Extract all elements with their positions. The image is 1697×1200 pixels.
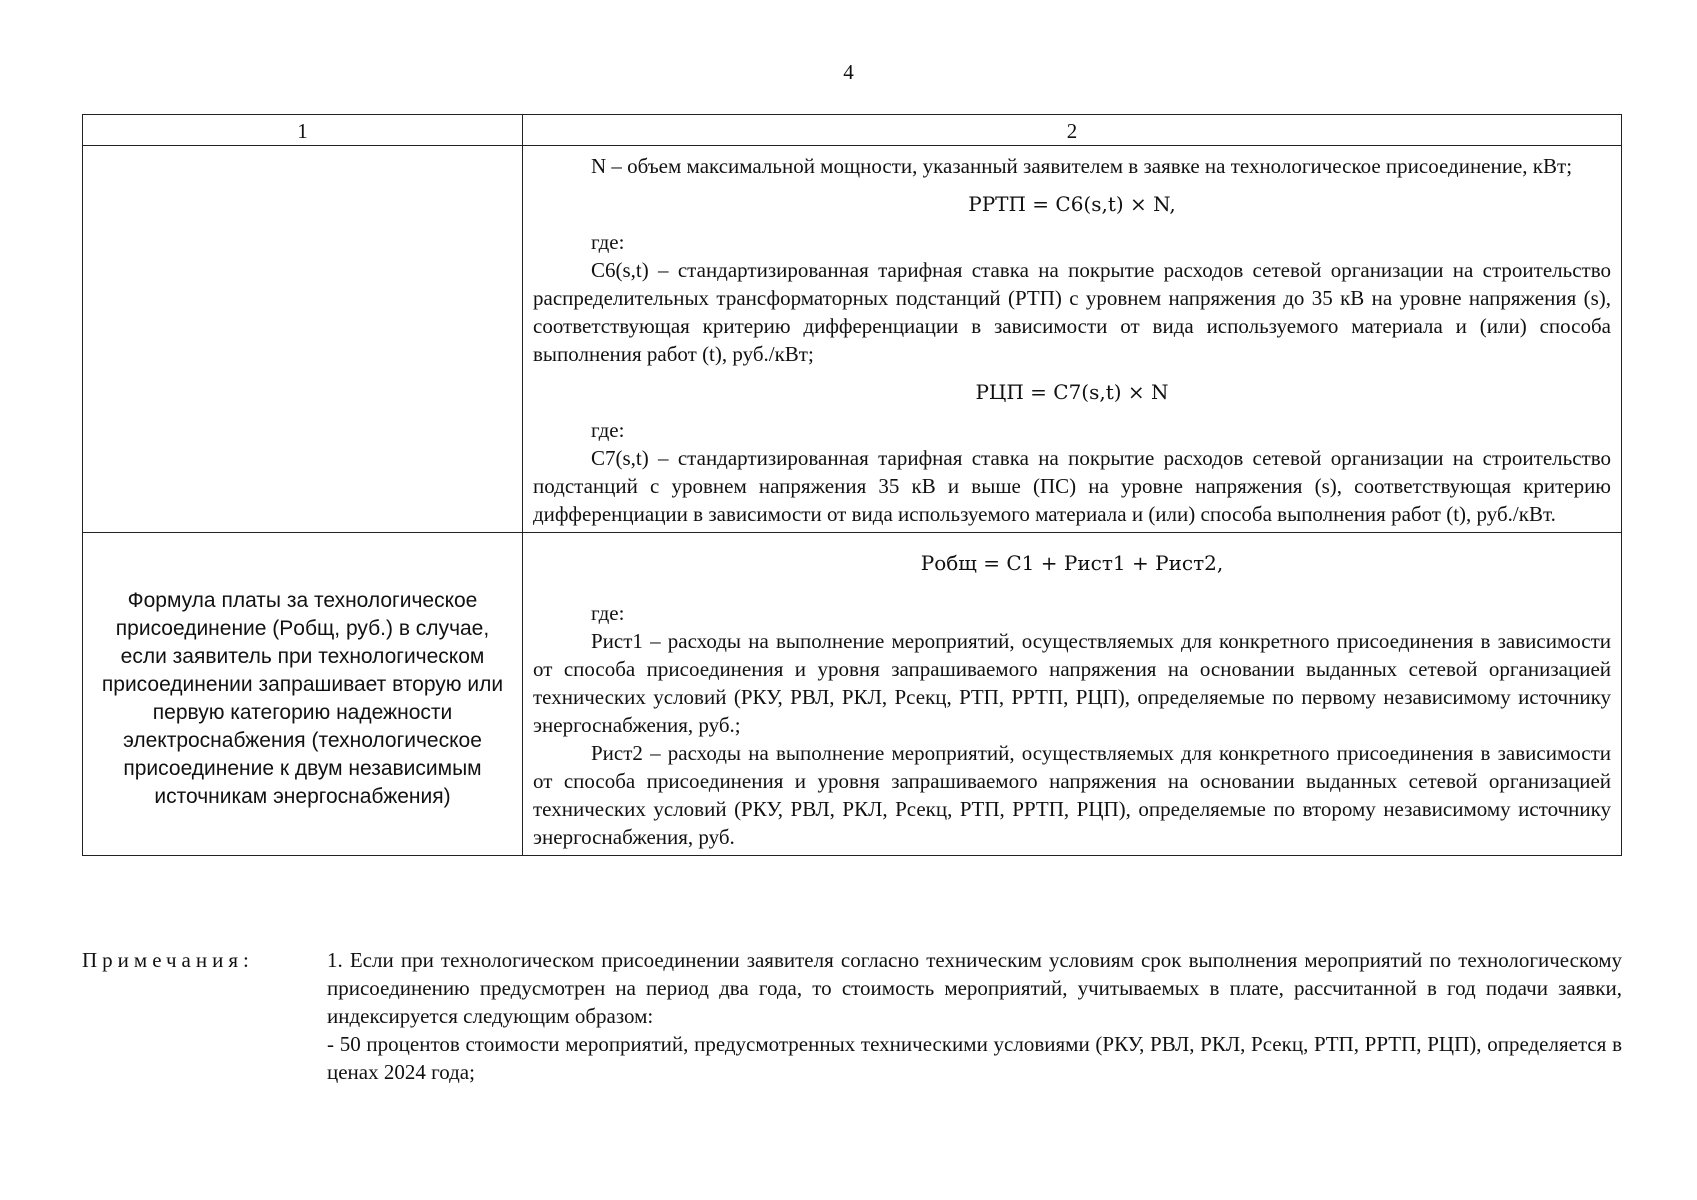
page-number: 4 (843, 60, 854, 84)
notes-section (82, 946, 1622, 1086)
notes-body (327, 946, 1622, 1086)
where-label-2: где: (591, 418, 625, 442)
row1-paragraph-c6: C6(s,t) – стандартизированная тарифная ставка на покрытие расходов сетевой организации на строительство распределительных трансформаторных подстанций (РТП) с уровнем напряжения до 35 кВ на уровне напряжения (s), соответствующая критерию дифференциации в зависимости от вида используемого материала и (или) способа выполнения работ (t), руб./кВт; (533, 258, 1611, 366)
where-label-3: где: (591, 601, 625, 625)
row2-left-text: Формула платы за технологическое присоединение (Pобщ, руб.) в случае, если заявитель при технологическом присоединении запрашивает вторую или первую категорию надежности электроснабжения (технологическое присоединение к двум независимым источникам энергоснабжения) (101, 589, 504, 808)
row2-paragraph-ist1: Pист1 – расходы на выполнение мероприятий, осуществляемых для конкретного присоединения в зависимости от способа присоединения и уровня запрашиваемого напряжения на основании выданных сетевой организацией технических условий (PКУ, PВЛ, PКЛ, Pсекц, PТП, PРТП, PЦП), определяемые по первому независимому источнику энергоснабжения, руб.; (533, 629, 1611, 737)
row1-paragraph-c7: C7(s,t) – стандартизированная тарифная ставка на покрытие расходов сетевой организации на строительство подстанций с уровнем напряжения 35 кВ и выше (ПС) на уровне напряжения (s), соответствующая критерию дифференциации в зависимости от вида используемого материала и (или) способа выполнения работ (t), руб./кВт. (533, 446, 1611, 526)
table-header-row (83, 115, 1622, 146)
table-row-1 (83, 146, 1622, 533)
notes-label: Примечания: (82, 948, 254, 972)
row2-paragraph-ist2: Pист2 – расходы на выполнение мероприятий, осуществляемых для конкретного присоединения в зависимости от способа присоединения и уровня запрашиваемого напряжения на основании выданных сетевой организацией технических условий (PКУ, PВЛ, PКЛ, Pсекц, PТП, PРТП, PЦП), определяемые по второму независимому источнику энергоснабжения, руб. (533, 741, 1611, 849)
note-paragraph-2: - 50 процентов стоимости мероприятий, предусмотренных техническими условиями (PКУ, PВЛ, PКЛ, Pсекц, PТП, PРТП, PЦП), определяется в ценах 2024 года; (327, 1032, 1622, 1084)
table-row-2 (83, 533, 1622, 856)
tariff-table (82, 114, 1622, 856)
row2-right-cell (523, 533, 1622, 856)
header-col-1: 1 (83, 115, 523, 146)
where-label-1: где: (591, 230, 625, 254)
row2-left-cell (83, 533, 523, 856)
formula-total: Pобщ = C1 + Pист1 + Pист2, (920, 551, 1224, 575)
header-col-2: 2 (523, 115, 1622, 146)
row1-right-cell (523, 146, 1622, 533)
row1-paragraph-n: N – объем максимальной мощности, указанный заявителем в заявке на технологическое присоединение, кВт; (591, 154, 1573, 178)
row1-left-cell (83, 146, 523, 533)
note-paragraph-1: 1. Если при технологическом присоединении заявителя согласно техническим условиям срок выполнения мероприятий по технологическому присоединению предусмотрен на период два года, то стоимость мероприятий, учитываемых в плате, рассчитанной в год подачи заявки, индексируется следующим образом: (327, 948, 1622, 1028)
formula-rtp: PРТП = C6(s,t) × N, (968, 192, 1176, 216)
formula-cp: PЦП = C7(s,t) × N (975, 380, 1169, 404)
